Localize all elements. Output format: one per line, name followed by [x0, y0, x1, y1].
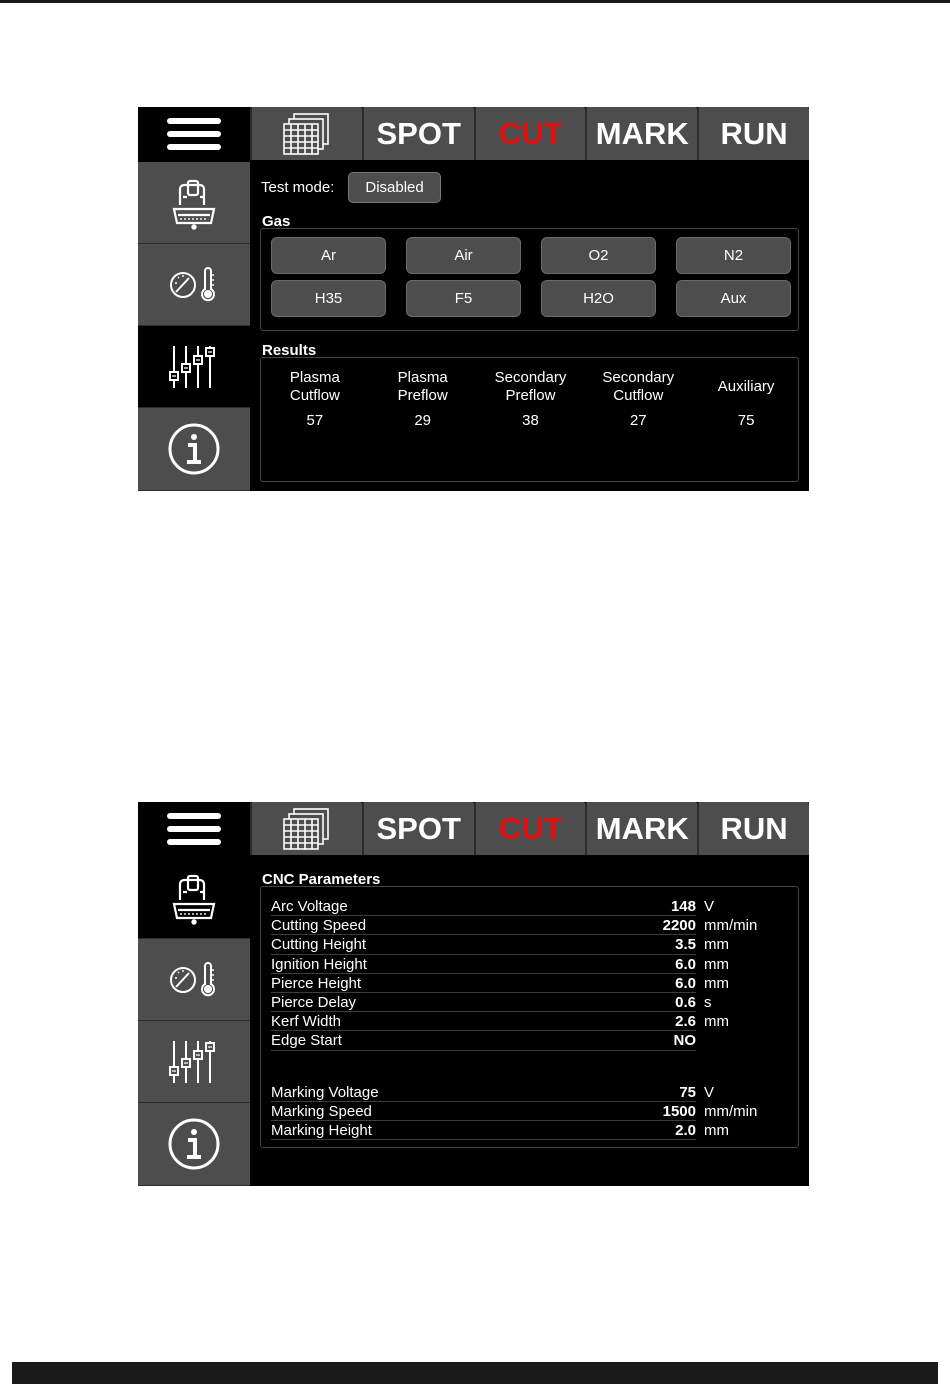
param-unit: mm [704, 974, 729, 992]
param-value: 2200 [662, 917, 696, 935]
cnc-section-title: CNC Parameters [262, 871, 381, 888]
torch-machine-icon [166, 175, 222, 231]
param-marking-voltage[interactable] [271, 1083, 715, 1102]
side-tab-info[interactable] [138, 408, 250, 491]
sliders-icon [166, 1037, 222, 1087]
result-label: Cutflow [613, 387, 664, 404]
tab-run[interactable]: RUN [697, 802, 809, 855]
param-marking-speed[interactable] [271, 1102, 758, 1121]
result-value: 38 [522, 412, 539, 429]
results-group [260, 357, 799, 482]
result-value: 57 [306, 412, 324, 429]
param-unit: s [704, 993, 712, 1011]
results-section-title: Results [262, 342, 317, 359]
param-label: Arc Voltage [271, 898, 348, 915]
gas-button-f5[interactable]: F5 [406, 280, 521, 317]
result-label: Secondary [602, 369, 675, 386]
tab-table[interactable] [250, 802, 362, 855]
param-value: 0.6 [675, 993, 696, 1011]
side-tab-process[interactable] [138, 326, 250, 408]
result-label: Preflow [397, 387, 448, 404]
side-tab-info[interactable] [138, 1103, 250, 1186]
info-icon [166, 1116, 222, 1172]
tab-mark[interactable]: MARK [585, 802, 697, 855]
param-unit: mm [704, 1121, 729, 1139]
gas-content [250, 160, 809, 491]
param-unit: mm [704, 955, 729, 973]
gauge-thermometer-icon [165, 960, 223, 1000]
param-value: 3.5 [675, 936, 696, 954]
tab-run[interactable]: RUN [697, 107, 809, 160]
param-cutting-speed[interactable] [271, 916, 758, 935]
mode-tabs [250, 107, 809, 160]
param-cutting-height[interactable] [271, 935, 729, 954]
info-icon [166, 421, 222, 477]
param-label: Pierce Delay [271, 993, 357, 1011]
param-label: Marking Speed [271, 1102, 372, 1120]
param-label: Marking Height [271, 1121, 372, 1139]
result-auxiliary [692, 368, 800, 429]
gas-button-grid [271, 237, 791, 317]
param-value: 2.0 [675, 1121, 696, 1139]
side-tab-process[interactable] [138, 1021, 250, 1103]
result-label: Plasma [397, 369, 448, 386]
gas-button-ar[interactable]: Ar [271, 237, 386, 274]
hamburger-icon [167, 118, 221, 150]
result-label: Secondary [494, 369, 567, 386]
param-value: 6.0 [675, 955, 696, 973]
param-label: Cutting Speed [271, 917, 367, 935]
param-value: 148 [670, 898, 696, 915]
param-unit: mm [704, 936, 729, 954]
hamburger-icon [167, 813, 221, 845]
param-value: NO [673, 1032, 696, 1050]
param-label: Marking Voltage [271, 1083, 379, 1101]
param-edge-start[interactable] [271, 1031, 696, 1050]
param-label: Pierce Height [271, 974, 362, 992]
test-mode-toggle[interactable]: Disabled [348, 172, 440, 203]
result-value: 75 [737, 412, 755, 429]
tab-spot[interactable]: SPOT [362, 107, 474, 160]
gauge-thermometer-icon [165, 265, 223, 305]
side-tab-gauges[interactable] [138, 939, 250, 1021]
table-icon [282, 112, 332, 156]
table-icon [282, 807, 332, 851]
torch-machine-icon [166, 870, 222, 926]
param-pierce-height[interactable] [271, 974, 729, 993]
result-plasma-preflow [369, 368, 477, 429]
gas-button-h2o[interactable]: H2O [541, 280, 656, 317]
param-unit: V [704, 1083, 715, 1101]
side-tab-machine[interactable] [138, 162, 250, 244]
param-arc-voltage[interactable] [271, 897, 715, 916]
tab-spot[interactable]: SPOT [362, 802, 474, 855]
result-label: Cutflow [289, 387, 340, 404]
gas-section-title: Gas [262, 213, 291, 230]
tab-cut[interactable]: CUT [474, 107, 586, 160]
sliders-icon [166, 342, 222, 392]
tab-mark[interactable]: MARK [585, 107, 697, 160]
side-tab-machine[interactable] [138, 857, 250, 939]
hmi-screen-cnc [138, 802, 809, 1186]
tab-table[interactable] [250, 107, 362, 160]
page-footer-band [12, 1362, 938, 1384]
param-spacer [271, 1051, 771, 1083]
result-value: 29 [414, 412, 432, 429]
param-value: 1500 [662, 1102, 696, 1120]
test-mode-row [261, 172, 441, 203]
cnc-content [250, 855, 809, 1186]
param-value: 6.0 [675, 974, 696, 992]
menu-button[interactable] [138, 107, 250, 160]
result-label: Plasma [289, 369, 340, 386]
result-label: Auxiliary [717, 378, 775, 395]
results-columns [261, 368, 800, 429]
param-value: 2.6 [675, 1013, 696, 1031]
param-unit: mm [704, 1013, 729, 1031]
cnc-parameters-group [260, 886, 799, 1148]
gas-group [260, 228, 799, 331]
tab-cut[interactable]: CUT [474, 802, 586, 855]
param-unit: mm/min [704, 1102, 758, 1120]
param-unit: V [704, 898, 715, 915]
param-label: Ignition Height [271, 955, 367, 973]
side-tab-gauges[interactable] [138, 244, 250, 326]
gas-button-o2[interactable]: O2 [541, 237, 656, 274]
result-secondary-cutflow [584, 368, 692, 429]
param-label: Kerf Width [271, 1013, 342, 1031]
param-pierce-delay[interactable] [271, 993, 712, 1012]
result-value: 27 [629, 412, 647, 429]
mode-tabs [250, 802, 809, 855]
page-top-rule [0, 0, 950, 3]
hmi-screen-gas [138, 107, 809, 491]
param-value: 75 [679, 1083, 696, 1101]
result-plasma-cutflow [261, 368, 369, 429]
param-marking-height[interactable] [271, 1121, 729, 1140]
cnc-parameter-list [271, 897, 771, 1140]
param-label: Cutting Height [271, 936, 367, 954]
test-mode-label: Test mode: [261, 179, 335, 196]
gas-button-aux[interactable]: Aux [676, 280, 791, 317]
gas-button-h35[interactable]: H35 [271, 280, 386, 317]
param-label: Edge Start [271, 1032, 342, 1050]
result-label: Preflow [505, 387, 556, 404]
param-unit: mm/min [704, 917, 758, 935]
menu-button[interactable] [138, 802, 250, 855]
param-ignition-height[interactable] [271, 955, 729, 974]
result-secondary-preflow [477, 368, 585, 429]
gas-button-air[interactable]: Air [406, 237, 521, 274]
gas-button-n2[interactable]: N2 [676, 237, 791, 274]
param-kerf-width[interactable] [271, 1012, 729, 1031]
